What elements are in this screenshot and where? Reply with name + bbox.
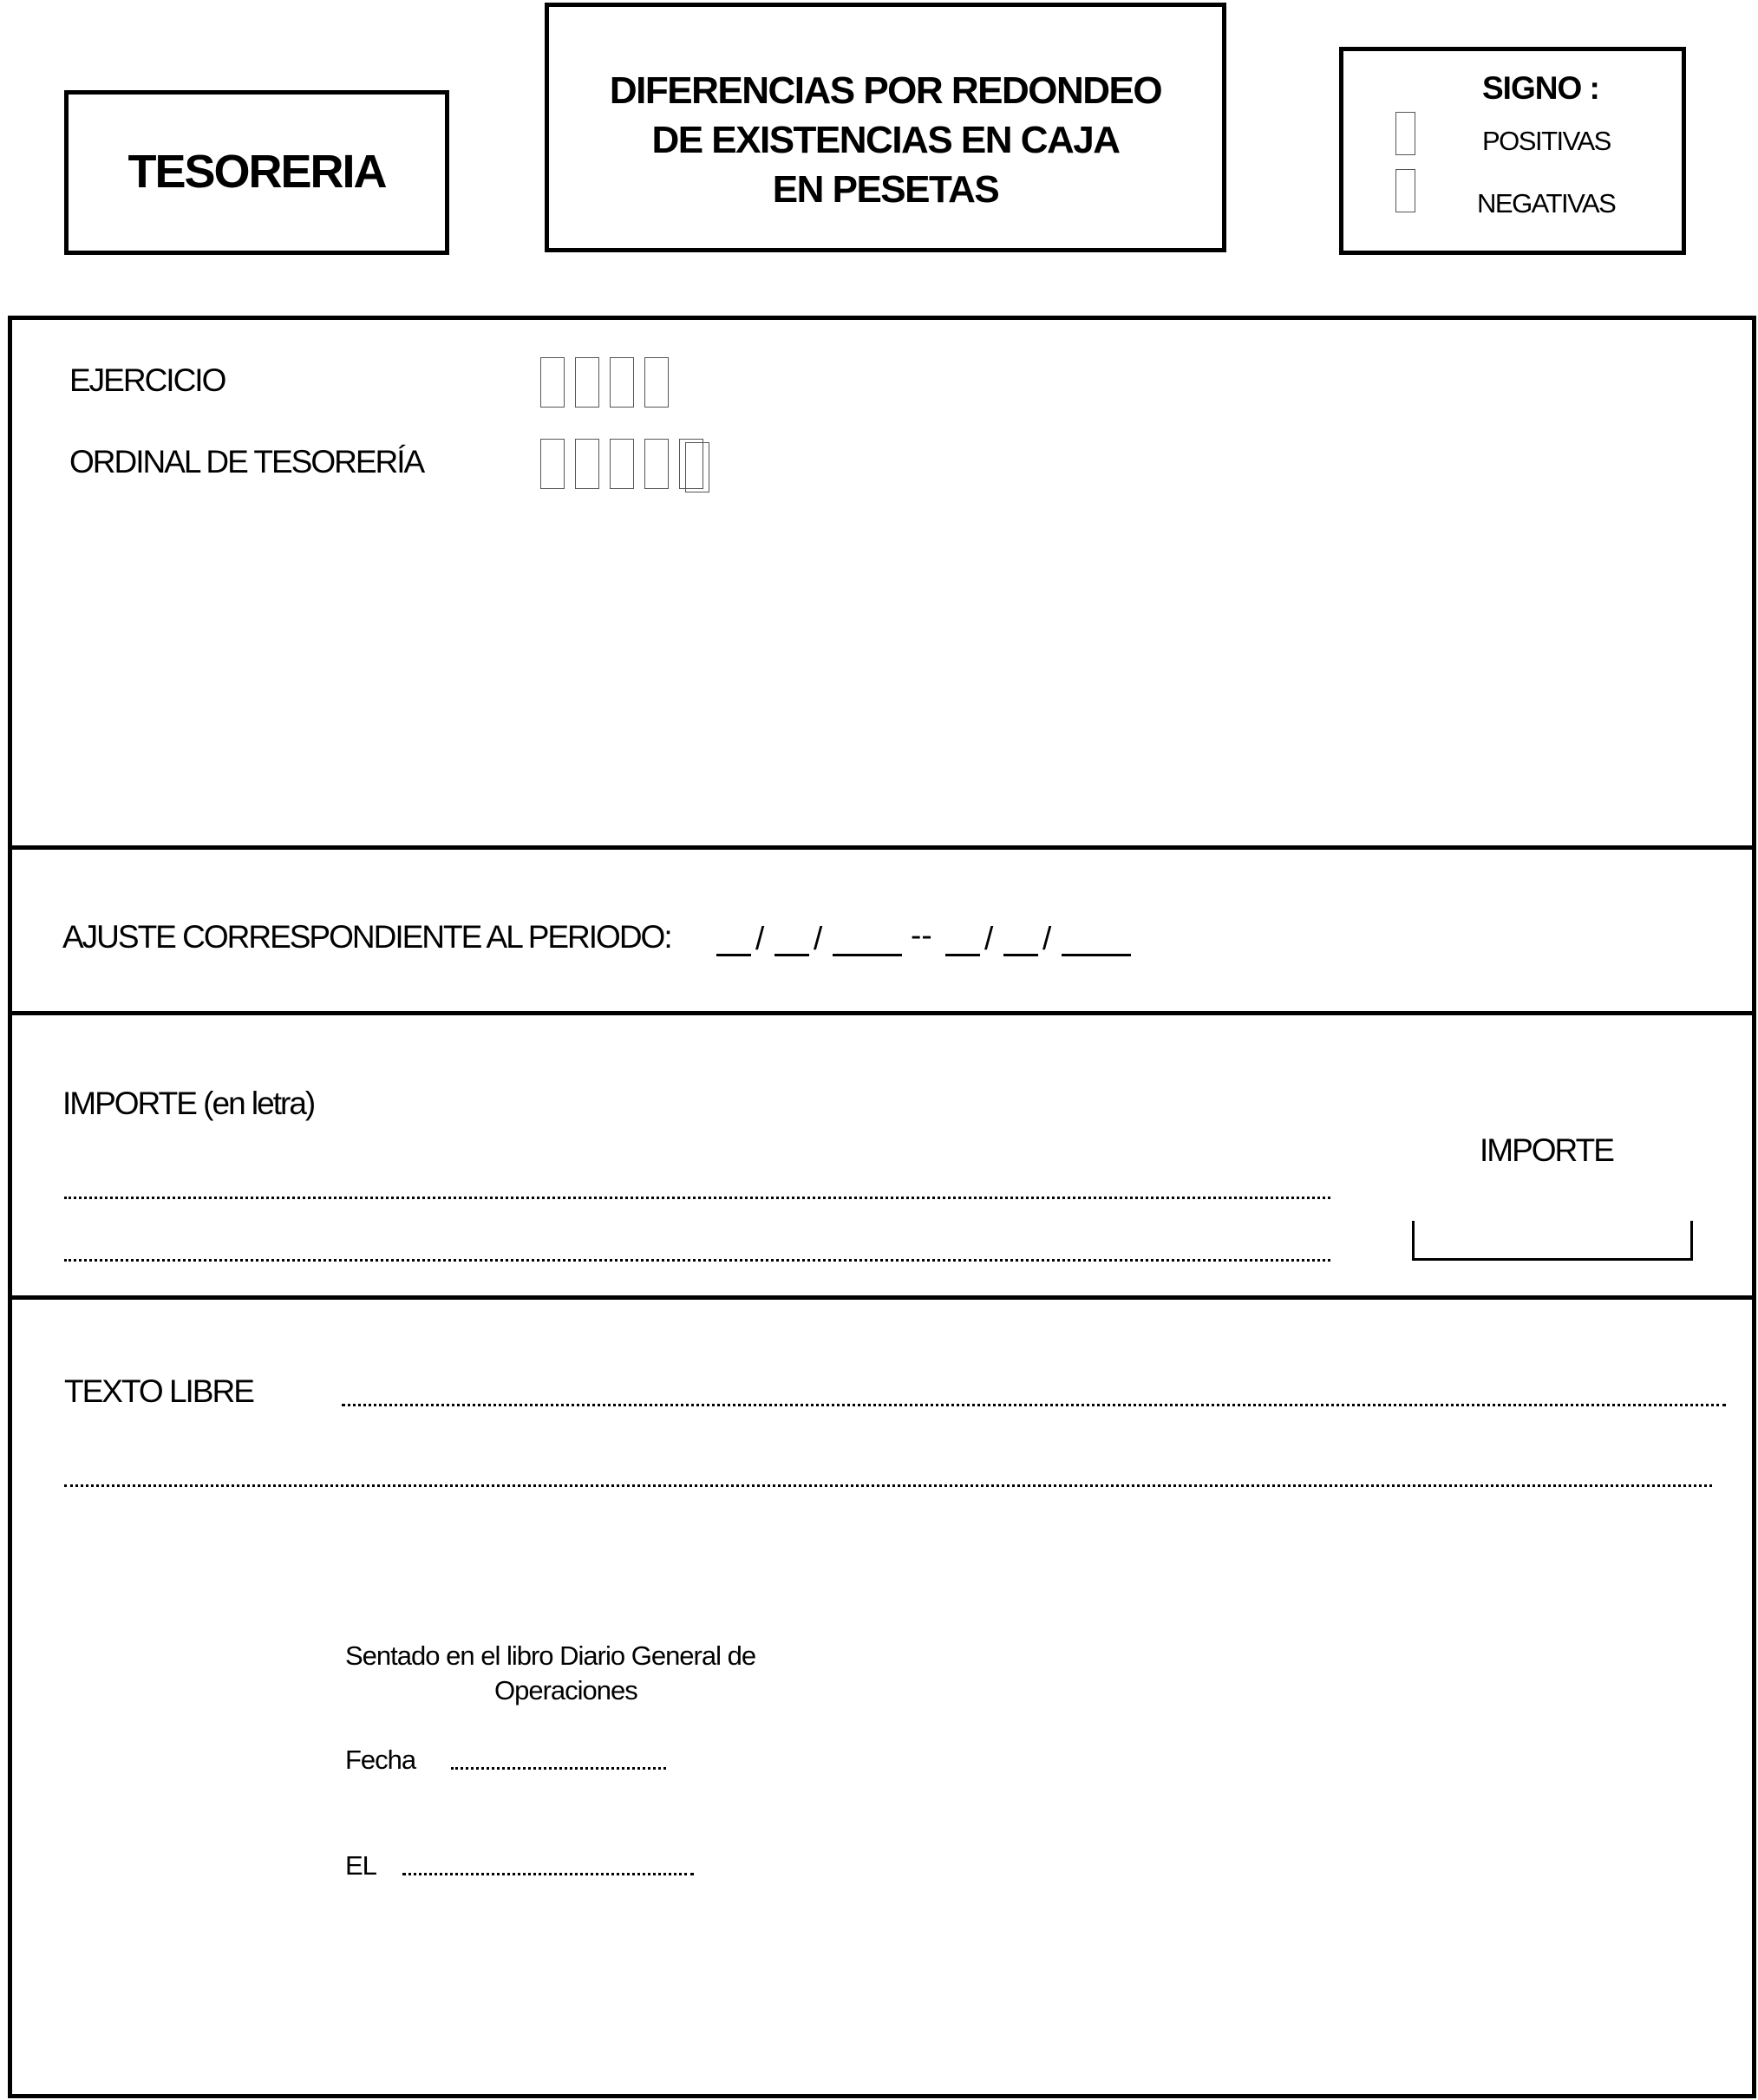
period-start-year[interactable] (833, 954, 902, 956)
texto-libre-line-1[interactable] (342, 1404, 1726, 1406)
positivas-checkbox[interactable] (1395, 112, 1415, 155)
importe-amount-field[interactable] (1412, 1221, 1693, 1261)
positivas-label: POSITIVAS (1482, 126, 1611, 156)
el-label: EL (345, 1850, 376, 1881)
ordinal-digit-box[interactable] (610, 439, 634, 489)
importe-label: IMPORTE (1480, 1132, 1613, 1168)
form-title-line-3: EN PESETAS (772, 168, 999, 211)
period-separator: -- (911, 917, 932, 953)
fecha-field[interactable] (451, 1767, 666, 1770)
signo-label: SIGNO : (1482, 70, 1599, 106)
section-divider-3 (8, 1295, 1756, 1300)
main-form (8, 316, 1756, 2098)
department-label: TESORERIA (127, 146, 386, 198)
importe-letra-line-1[interactable] (64, 1197, 1330, 1199)
period-end-month[interactable] (1003, 954, 1038, 956)
negativas-checkbox[interactable] (1395, 169, 1415, 212)
importe-letra-label: IMPORTE (en letra) (62, 1086, 315, 1121)
el-field[interactable] (402, 1873, 694, 1875)
section-divider-1 (8, 845, 1756, 850)
signo-box (1339, 47, 1686, 255)
period-start-month[interactable] (774, 954, 809, 956)
form-title-line-1: DIFERENCIAS POR REDONDEO (609, 69, 1162, 112)
texto-libre-label: TEXTO LIBRE (64, 1373, 253, 1409)
period-end-year[interactable] (1062, 954, 1131, 956)
texto-libre-line-2[interactable] (64, 1484, 1712, 1487)
importe-letra-line-2[interactable] (64, 1259, 1330, 1262)
sentado-line-1: Sentado en el libro Diario General de (345, 1640, 756, 1671)
ordinal-digit-box[interactable] (685, 442, 709, 492)
ordinal-digit-box[interactable] (575, 439, 599, 489)
form-title-line-2: DE EXISTENCIAS EN CAJA (651, 119, 1120, 161)
ejercicio-digit-box[interactable] (644, 357, 669, 408)
ordinal-digit-box[interactable] (540, 439, 565, 489)
negativas-label: NEGATIVAS (1477, 188, 1616, 218)
ejercicio-digit-box[interactable] (540, 357, 565, 408)
ejercicio-digit-box[interactable] (575, 357, 599, 408)
department-box (64, 90, 449, 255)
form-title-box (545, 3, 1226, 252)
fecha-label: Fecha (345, 1745, 416, 1775)
ordinal-label: ORDINAL DE TESORERÍA (69, 444, 424, 479)
ejercicio-digit-box[interactable] (610, 357, 634, 408)
period-start-day[interactable] (716, 954, 751, 956)
ordinal-digit-box[interactable] (644, 439, 669, 489)
period-end-day[interactable] (945, 954, 980, 956)
form-title (549, 66, 1222, 214)
ajuste-label: AJUSTE CORRESPONDIENTE AL PERIODO: (62, 919, 671, 955)
sentado-line-2: Operaciones (494, 1675, 637, 1705)
ejercicio-label: EJERCICIO (69, 362, 225, 398)
section-divider-2 (8, 1011, 1756, 1015)
